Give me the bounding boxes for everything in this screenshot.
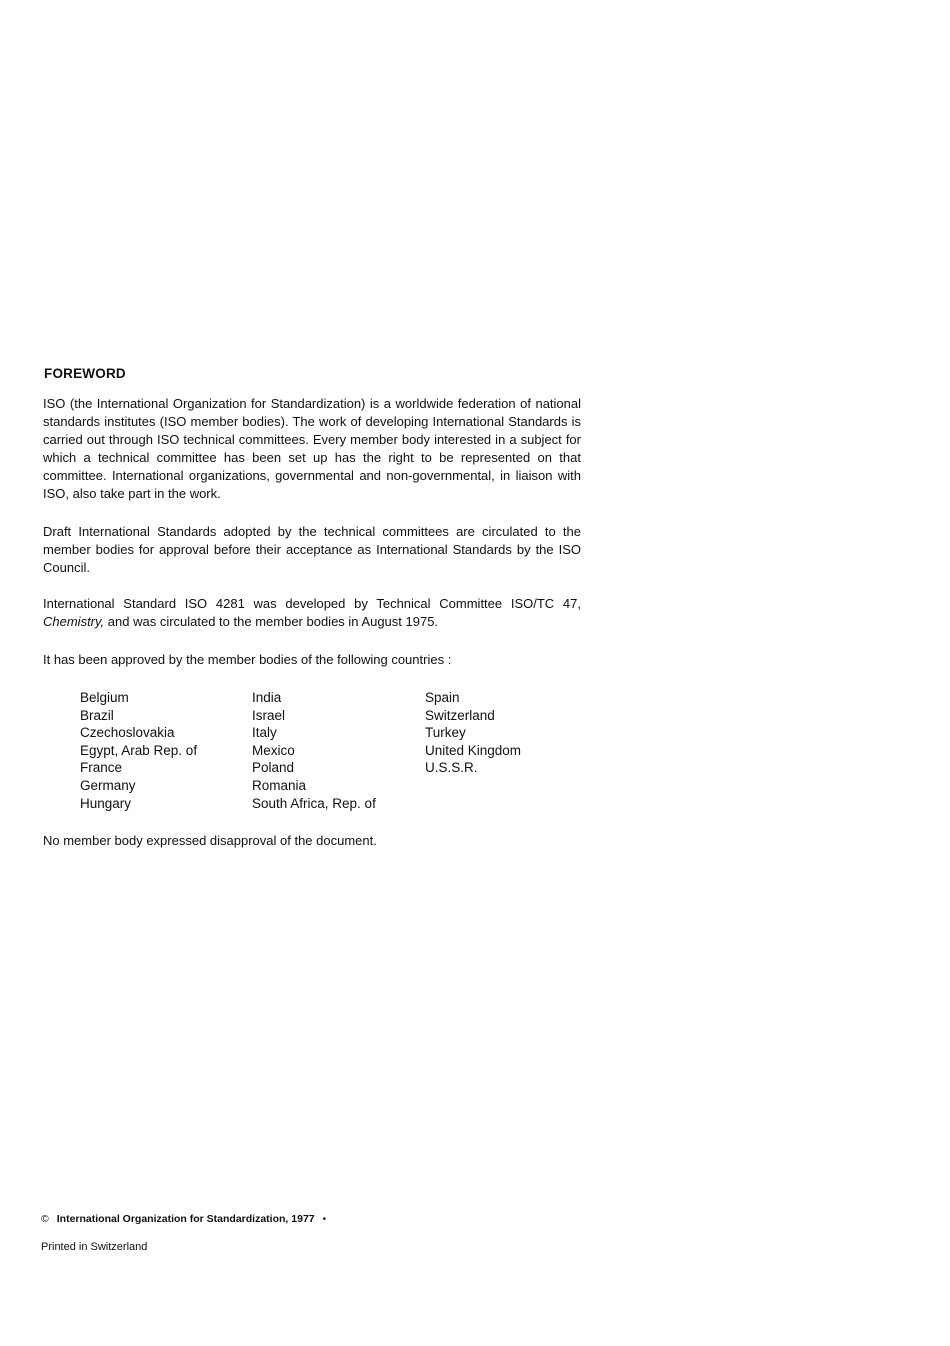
country-item: France <box>80 760 123 776</box>
country-item: Czechoslovakia <box>80 725 175 741</box>
foreword-paragraph-disapproval: No member body expressed disapproval of the document. <box>43 833 377 848</box>
country-item: Belgium <box>80 690 129 705</box>
copyright-symbol: © <box>41 1213 49 1225</box>
country-item: Spain <box>425 690 460 705</box>
printed-in-note: Printed in Switzerland <box>41 1241 148 1253</box>
country-item: Hungary <box>80 795 132 811</box>
country-item: Brazil <box>80 707 114 723</box>
foreword-paragraph-draft: Draft International Standards adopted by the technical committees are circulated to the member bodies for approval before their acceptance as International Standards by the ISO Council. <box>43 524 581 575</box>
foreword-heading: FOREWORD <box>44 366 126 381</box>
standard-text-prefix: International Standard ISO 4281 was developed by Technical Committee ISO/TC 47, <box>43 596 581 611</box>
country-item: Romania <box>252 777 307 793</box>
country-item: Turkey <box>425 725 466 741</box>
bullet-icon: • <box>322 1214 327 1225</box>
country-item: Israel <box>252 707 286 723</box>
countries-column-1 <box>80 689 197 812</box>
country-item: U.S.S.R. <box>425 760 478 776</box>
copyright-line <box>41 1213 326 1225</box>
standard-text-suffix: and was circulated to the member bodies in August 1975. <box>107 614 439 629</box>
countries-column-2 <box>252 689 376 812</box>
country-item: India <box>252 690 282 705</box>
country-item: Germany <box>80 777 136 793</box>
copyright-text: International Organization for Standardization, 1977 <box>56 1213 315 1225</box>
country-item: Switzerland <box>425 707 495 723</box>
country-item: Italy <box>252 725 277 741</box>
foreword-paragraph-standard <box>43 595 581 631</box>
foreword-paragraph-iso: ISO (the International Organization for Standardization) is a worldwide federation of national standards institutes (ISO member bodies). The work of developing International Standards is carried out through ISO technical committees. Every member body interested in a subject for which a technical committee has been set up has the right to be represented on that committee. International organizations, governmental and non-governmental, in liaison with ISO, also take part in the work. <box>43 396 581 501</box>
country-item: South Africa, Rep. of <box>252 795 376 811</box>
country-item: Poland <box>252 760 295 776</box>
committee-name: Chemistry, <box>43 614 105 629</box>
country-item: United Kingdom <box>425 742 522 758</box>
countries-column-3 <box>425 689 521 777</box>
country-item: Egypt, Arab Rep. of <box>80 742 198 758</box>
country-item: Mexico <box>252 742 295 758</box>
foreword-paragraph-approval: It has been approved by the member bodies of the following countries : <box>43 652 452 667</box>
